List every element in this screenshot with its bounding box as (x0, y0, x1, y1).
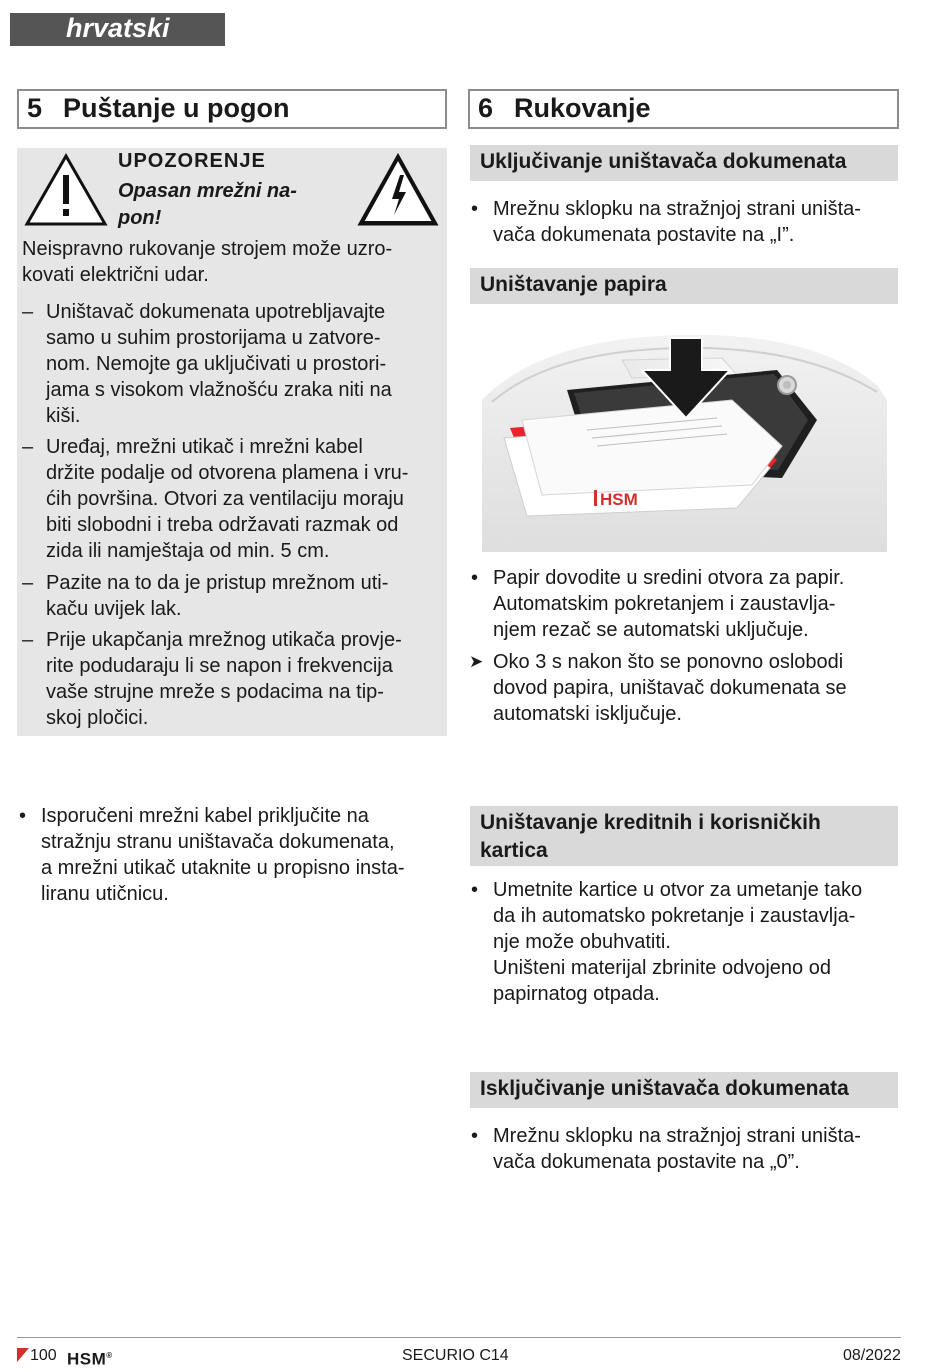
warning-intro (22, 236, 442, 288)
text-line: Umetnite kartice u otvor za umetanje tako (493, 879, 863, 901)
text-line: nom. Nemojte ga uključivati u prostori- (46, 353, 387, 375)
footer-brand: HSM (67, 1349, 107, 1369)
text-line: Uništavač dokumenata upotrebljavajte (46, 301, 386, 323)
text-line: Mrežnu sklopku na stražnjoj strani uništa- (493, 198, 861, 220)
text-line: Prije ukapčanja mrežnog utikača provje- (46, 629, 402, 651)
text-line: Oko 3 s nakon što se ponovno oslobodi (493, 651, 844, 673)
warning-item (22, 434, 444, 564)
language-tab: hrvatski (10, 13, 225, 46)
text-line: a mrežni utikač utaknite u propisno insta- (41, 857, 405, 879)
text-line: njem rezač se automatski uključuje. (493, 619, 809, 641)
footer-rule (17, 1337, 901, 1338)
text-line: Pazite na to da je pristup mrežnom uti- (46, 572, 389, 594)
shredder-photo (482, 330, 887, 552)
warning-item (22, 627, 444, 731)
section-5-title: Puštanje u pogon (63, 93, 290, 123)
switch-on-instruction (471, 196, 903, 248)
text-line: kartica (480, 839, 548, 862)
text-line: kaču uvijek lak. (46, 598, 182, 620)
bullet-mark: • (471, 567, 479, 589)
text-line: da ih automatsko pokretanje i zaustavlja- (493, 905, 856, 927)
footer-date: 08/2022 (843, 1347, 901, 1364)
text-line: zida ili namještaja od min. 5 cm. (46, 540, 330, 562)
text-line: Uništavanje kreditnih i korisničkih (480, 811, 821, 834)
text-line: Isporučeni mrežni kabel priključite na (41, 805, 369, 827)
bullet-mark: • (471, 198, 479, 220)
bullet-mark: • (471, 879, 479, 901)
cards-instruction (471, 877, 903, 1007)
subheading-switch-off: Isključivanje uništavača dokumenata (470, 1072, 898, 1108)
text-line: kiši. (46, 405, 81, 427)
text-line: držite podalje od otvorena plamena i vru- (46, 462, 409, 484)
text-line: rite podudaraju li se napon i frekvencija (46, 655, 393, 677)
dash-mark: – (22, 572, 34, 594)
subheading-paper: Uništavanje papira (470, 268, 898, 304)
text-line: stražnju stranu uništavača dokumenata, (41, 831, 395, 853)
text-line: Uništeni materijal zbrinite odvojeno od (493, 957, 831, 979)
connect-cable-instruction (19, 803, 446, 907)
section-6-number: 6 (478, 93, 494, 123)
text-line: ćih površina. Otvori za ventilaciju moraju (46, 488, 404, 510)
result-arrow-icon: ➤ (469, 652, 484, 671)
footer-model: SECURIO C14 (402, 1347, 509, 1364)
bullet-mark: • (19, 805, 27, 827)
text-line: Neispravno rukovanje strojem može uzro- (22, 238, 393, 260)
warning-subtitle (118, 178, 297, 232)
text-line: liranu utičnicu. (41, 883, 169, 905)
warning-title: UPOZORENJE (118, 150, 266, 172)
brand-label: HSM (600, 490, 638, 509)
registered-mark: ® (106, 1351, 113, 1360)
paper-instruction (471, 565, 903, 643)
switch-off-instruction (471, 1123, 903, 1175)
text-line: nje može obuhvatiti. (493, 931, 671, 953)
subheading-cards (470, 806, 898, 866)
section-6-header (468, 89, 899, 129)
page-number: 100 (30, 1347, 57, 1364)
text-line: biti slobodni i treba održavati razmak od (46, 514, 399, 536)
bullet-mark: • (471, 1125, 479, 1147)
text-line: vača dokumenata postavite na „0”. (493, 1151, 800, 1173)
warning-subtitle-line: Opasan mrežni na- (118, 180, 297, 202)
text-line: Papir dovodite u sredini otvora za papir. (493, 567, 845, 589)
text-line: kovati električni udar. (22, 264, 209, 286)
page-corner-icon (17, 1348, 29, 1362)
section-6-title: Rukovanje (514, 93, 651, 123)
text-line: vača dokumenata postavite na „I”. (493, 224, 795, 246)
text-line: skoj pločici. (46, 707, 149, 729)
dash-mark: – (22, 629, 34, 651)
text-line: papirnatog otpada. (493, 983, 660, 1005)
text-line: Mrežnu sklopku na stražnjoj strani uništa- (493, 1125, 861, 1147)
paper-result (469, 649, 903, 727)
text-line: jama s visokom vlažnošću zraka niti na (46, 379, 392, 401)
shredder-illustration (482, 330, 887, 552)
text-line: dovod papira, uništavač dokumenata se (493, 677, 847, 699)
footer-brand-logo (67, 1347, 113, 1369)
warning-subtitle-line: pon! (118, 207, 162, 229)
section-5-header (17, 89, 447, 129)
subheading-switch-on: Uključivanje uništavača dokumenata (470, 145, 898, 181)
text-line: automatski isključuje. (493, 703, 682, 725)
warning-triangle-icon (24, 153, 108, 227)
section-5-number: 5 (27, 93, 43, 123)
warning-item (22, 299, 444, 429)
text-line: Automatskim pokretanjem i zaustavlja- (493, 593, 836, 615)
warning-item (22, 570, 444, 622)
text-line: Uređaj, mrežni utikač i mrežni kabel (46, 436, 363, 458)
text-line: samo u suhim prostorijama u zatvore- (46, 327, 381, 349)
dash-mark: – (22, 436, 34, 458)
high-voltage-icon (357, 153, 439, 227)
dash-mark: – (22, 301, 34, 323)
text-line: vaše strujne mreže s podacima na tip- (46, 681, 384, 703)
